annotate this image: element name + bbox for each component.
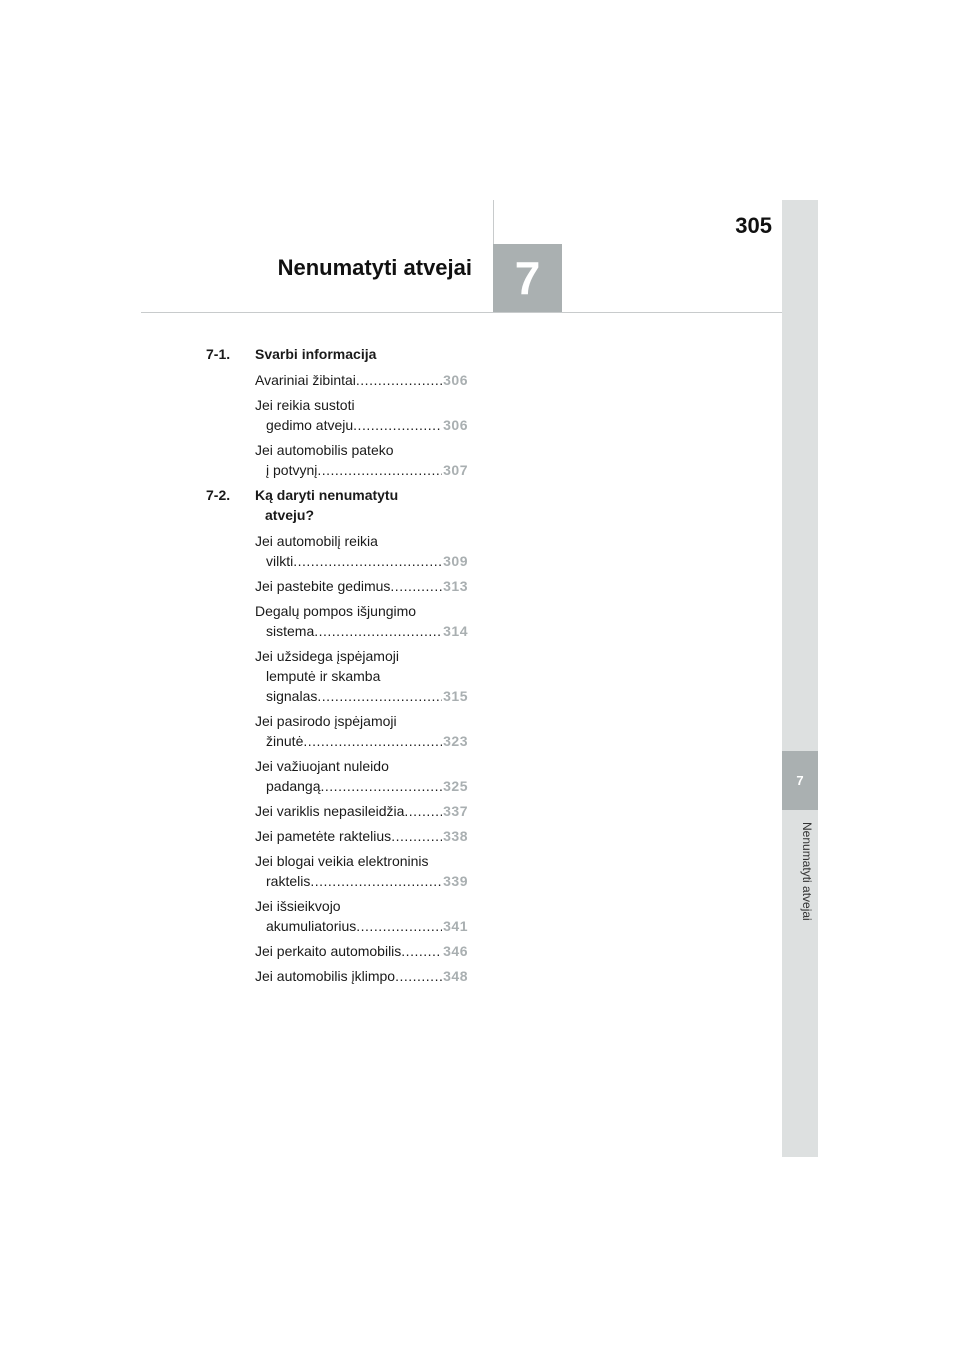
toc-entry[interactable] — [255, 826, 468, 846]
entry-text: signalas — [266, 688, 318, 704]
entry-text: Jei automobilis pateko — [255, 442, 394, 458]
toc-entry[interactable] — [255, 711, 468, 751]
page-ref[interactable]: 315 — [443, 688, 468, 704]
section-number: 7-1. — [206, 346, 231, 362]
entry-text: akumuliatorius — [266, 918, 357, 934]
entry-text: Jei perkaito automobilis — [255, 943, 402, 959]
toc-entry[interactable] — [255, 896, 468, 936]
page-ref[interactable]: 307 — [443, 462, 468, 478]
entry-text: vilkti — [266, 553, 294, 569]
toc-entry[interactable] — [255, 601, 468, 641]
entry-text: Avariniai žibintai — [255, 372, 356, 388]
entry-text: Jei reikia sustoti — [255, 397, 355, 413]
header-divider — [141, 312, 782, 313]
entry-text: Jei pastebite gedimus — [255, 578, 391, 594]
entry-text: į potvynį — [266, 462, 318, 478]
toc-entry[interactable] — [255, 646, 468, 706]
entry-text: Jei išsieikvojo — [255, 898, 341, 914]
page-ref[interactable]: 325 — [443, 778, 468, 794]
page-ref[interactable]: 313 — [443, 578, 468, 594]
toc-entry[interactable] — [255, 395, 468, 435]
entry-text: Jei užsidega įspėjamoji — [255, 648, 399, 664]
toc-entry[interactable] — [255, 531, 468, 571]
toc-section — [206, 344, 468, 364]
page-number: 305 — [735, 213, 772, 238]
toc-entry[interactable] — [255, 756, 468, 796]
entry-text: Jei pametėte raktelius — [255, 828, 392, 844]
entry-text: Jei automobilį reikia — [255, 533, 378, 549]
page-ref[interactable]: 338 — [443, 828, 468, 844]
page-ref[interactable]: 346 — [443, 943, 468, 959]
toc-entry[interactable] — [255, 576, 468, 596]
page-ref[interactable]: 309 — [443, 553, 468, 569]
page-ref[interactable]: 339 — [443, 873, 468, 889]
entry-text: Jei pasirodo įspėjamoji — [255, 713, 397, 729]
page-ref[interactable]: 337 — [443, 803, 468, 819]
page-ref[interactable]: 306 — [443, 372, 468, 388]
entry-text: žinutė — [266, 733, 304, 749]
toc-entry[interactable] — [255, 851, 468, 891]
entry-text: Degalų pompos išjungimo — [255, 603, 417, 619]
entry-text: Jei automobilis įklimpo — [255, 968, 396, 984]
page-ref[interactable]: 306 — [443, 417, 468, 433]
section-number: 7-2. — [206, 487, 231, 503]
toc-section — [206, 485, 468, 525]
section-title: Svarbi informacija — [255, 346, 377, 362]
entry-text: lemputė ir skamba — [266, 668, 381, 684]
header-divider-vertical — [493, 200, 494, 244]
entry-text: gedimo atveju — [266, 417, 354, 433]
toc-entry[interactable] — [255, 941, 468, 961]
page-ref[interactable]: 323 — [443, 733, 468, 749]
chapter-number-box: 7 — [493, 244, 562, 312]
section-title: Ką daryti nenumatytu atveju? — [255, 487, 399, 523]
page-ref[interactable]: 348 — [443, 968, 468, 984]
page-ref[interactable]: 341 — [443, 918, 468, 934]
entry-text: Jei blogai veikia elektroninis — [255, 853, 429, 869]
side-chapter-label: Nenumatyti atvejai — [800, 822, 814, 921]
entry-text: padangą — [266, 778, 321, 794]
entry-text: raktelis — [266, 873, 311, 889]
chapter-title: Nenumatyti atvejai — [277, 255, 472, 280]
table-of-contents — [206, 344, 468, 991]
entry-text: Jei važiuojant nuleido — [255, 758, 389, 774]
entry-text: Jei variklis nepasileidžia — [255, 803, 405, 819]
entry-text: sistema — [266, 623, 315, 639]
toc-entry[interactable] — [255, 801, 468, 821]
page-ref[interactable]: 314 — [443, 623, 468, 639]
toc-entry[interactable] — [255, 966, 468, 986]
toc-entry[interactable] — [255, 440, 468, 480]
side-thumb-strip — [782, 200, 818, 1157]
toc-entry[interactable] — [255, 370, 468, 390]
side-chapter-tab[interactable]: 7 — [782, 751, 818, 810]
